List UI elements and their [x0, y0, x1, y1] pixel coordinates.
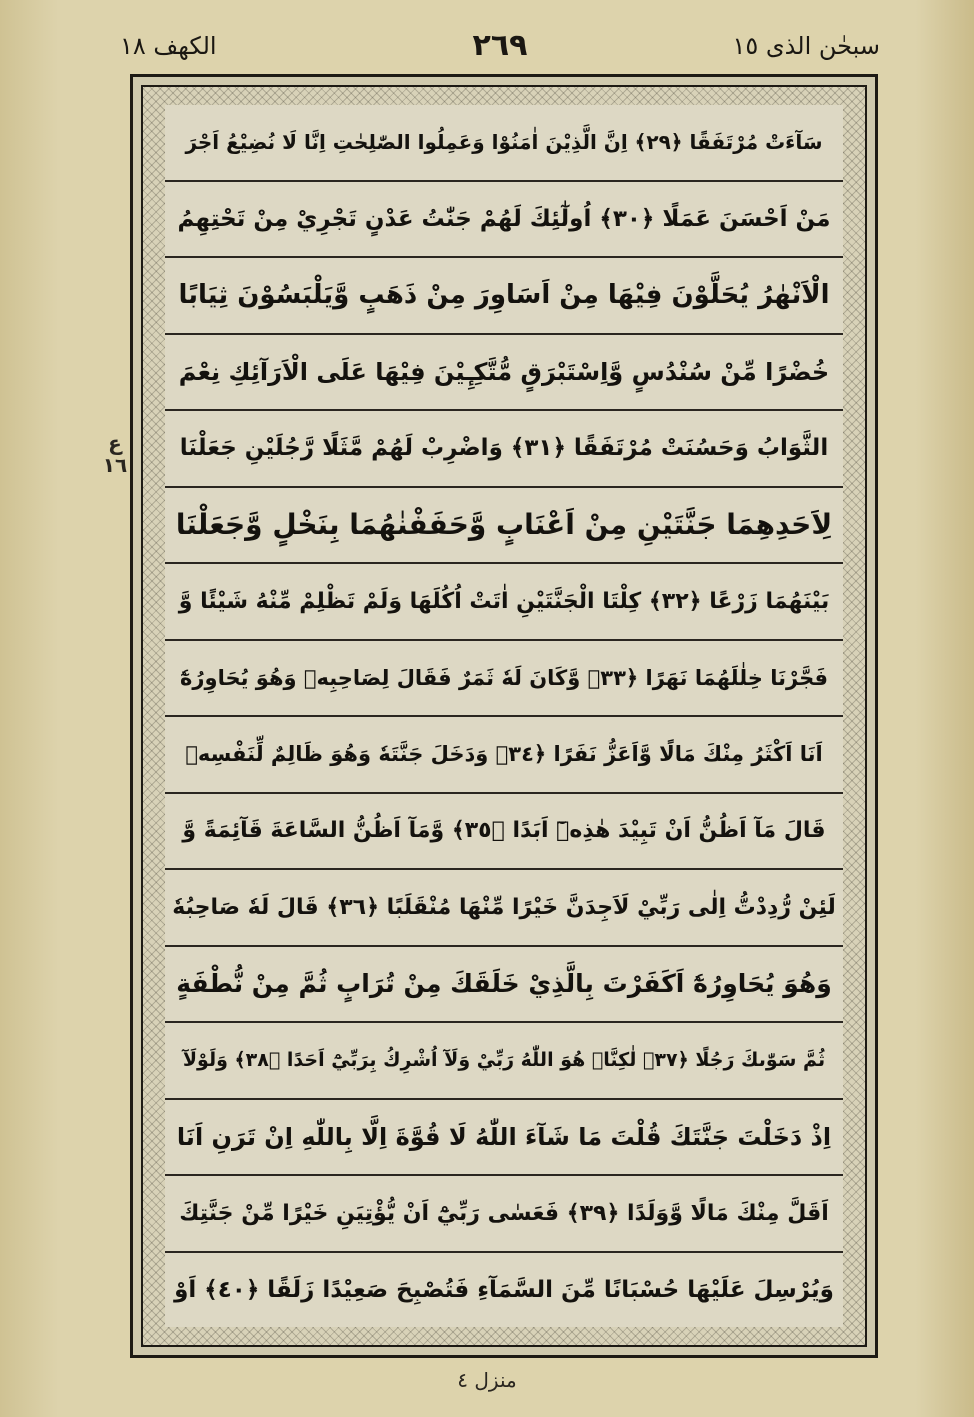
page-header	[120, 28, 880, 68]
surah-name: الکھف ١٨	[120, 32, 217, 60]
text-line: لَئِنْ رُّدِدْتُّ اِلٰى رَبِّيْ لَاَجِدَنَّ خَيْرًا مِّنْهَا مُنْقَلَبًا ﴿٣٦﴾ قَالَ لَهٗ صَاحِبُهٗ	[165, 870, 843, 947]
page-number: ٢٦٩	[472, 28, 528, 63]
text-line: فَجَّرْنَا خِلٰلَهُمَا نَهَرًا ﴿٣٣﴾ وَّكَانَ لَهٗ ثَمَرٌ فَقَالَ لِصَاحِبِهٖ وَهُوَ يُحَاوِرُهٗٓ	[165, 641, 843, 718]
verse-text-area	[165, 105, 843, 1327]
text-line: بَيْنَهُمَا زَرْعًا ﴿٣٢﴾ كِلْتَا الْجَنَّتَيْنِ اٰتَتْ اُكُلَهَا وَلَمْ تَظْلِمْ مِّنْهُ شَيْئًا وَّ	[165, 564, 843, 641]
text-line: الثَّوَابُ وَحَسُنَتْ مُرْتَفَقًا ﴿٣١﴾ وَاضْرِبْ لَهُمْ مَّثَلًا رَّجُلَيْنِ جَعَلْنَا	[165, 411, 843, 488]
text-line: وَيُرْسِلَ عَلَيْهَا حُسْبَانًا مِّنَ السَّمَآءِ فَتُصْبِحَ صَعِيْدًا زَلَقًا ﴿٤٠﴾ اَوْ	[174, 1276, 834, 1303]
ruku-symbol: ع	[108, 431, 122, 455]
text-line: لِاَحَدِهِمَا جَنَّتَيْنِ مِنْ اَعْنَابٍ وَّحَفَفْنٰهُمَا بِنَخْلٍ وَّجَعَلْنَا	[165, 488, 843, 565]
manzil-footer: منزل ٤	[457, 1368, 517, 1392]
text-line: مَنْ اَحْسَنَ عَمَلًا ﴿٣٠﴾ اُولٰٓئِكَ لَهُمْ جَنّٰتُ عَدْنٍ تَجْرِيْ مِنْ تَحْتِهِمُ	[165, 182, 843, 259]
juz-name: سبحٰن الذی ١٥	[732, 32, 880, 60]
text-line: سَآءَتْ مُرْتَفَقًا ﴿٢٩﴾ اِنَّ الَّذِيْنَ اٰمَنُوْا وَعَمِلُوا الصّٰلِحٰتِ اِنَّا لَا نُضِيْعُ اَجْرَ	[165, 105, 843, 182]
text-line: اِذْ دَخَلْتَ جَنَّتَكَ قُلْتَ مَا شَآءَ اللّٰهُ لَا قُوَّةَ اِلَّا بِاللّٰهِ اِنْ تَرَنِ اَنَا	[165, 1100, 843, 1177]
text-line: ثُمَّ سَوّٰىكَ رَجُلًا ﴿٣٧﴾ لٰكِنَّا۠ هُوَ اللّٰهُ رَبِّيْ وَلَآ اُشْرِكُ بِرَبِّيْٓ اَحَدًا ﴿٣٨﴾ وَلَوْلَآ	[165, 1023, 843, 1100]
text-line: اَقَلَّ مِنْكَ مَالًا وَّوَلَدًا ﴿٣٩﴾ فَعَسٰى رَبِّيْٓ اَنْ يُّؤْتِيَنِ خَيْرًا مِّنْ جَنَّتِكَ	[165, 1176, 843, 1253]
ruku-marker	[100, 432, 130, 476]
text-line: الْاَنْهٰرُ يُحَلَّوْنَ فِيْهَا مِنْ اَسَاوِرَ مِنْ ذَهَبٍ وَّيَلْبَسُوْنَ ثِيَابًا	[165, 258, 843, 335]
text-line: وَهُوَ يُحَاوِرُهٗٓ اَكَفَرْتَ بِالَّذِيْ خَلَقَكَ مِنْ تُرَابٍ ثُمَّ مِنْ نُّطْفَةٍ	[165, 947, 843, 1024]
text-line: خُضْرًا مِّنْ سُنْدُسٍ وَّاِسْتَبْرَقٍ مُّتَّكِـِٕيْنَ فِيْهَا عَلَى الْاَرَآئِكِ نِعْمَ	[165, 335, 843, 412]
text-frame	[130, 74, 878, 1358]
text-line: قَالَ مَآ اَظُنُّ اَنْ تَبِيْدَ هٰذِهٖٓ اَبَدًا ﴿٣٥﴾ وَّمَآ اَظُنُّ السَّاعَةَ قَآئِمَةً وَّ	[165, 794, 843, 871]
ornamental-border	[141, 85, 867, 1347]
text-line: اَنَا اَكْثَرُ مِنْكَ مَالًا وَّاَعَزُّ نَفَرًا ﴿٣٤﴾ وَدَخَلَ جَنَّتَهٗ وَهُوَ ظَالِمٌ لِّنَفْسِهٖ	[165, 717, 843, 794]
ruku-number: ١٦	[102, 453, 128, 477]
